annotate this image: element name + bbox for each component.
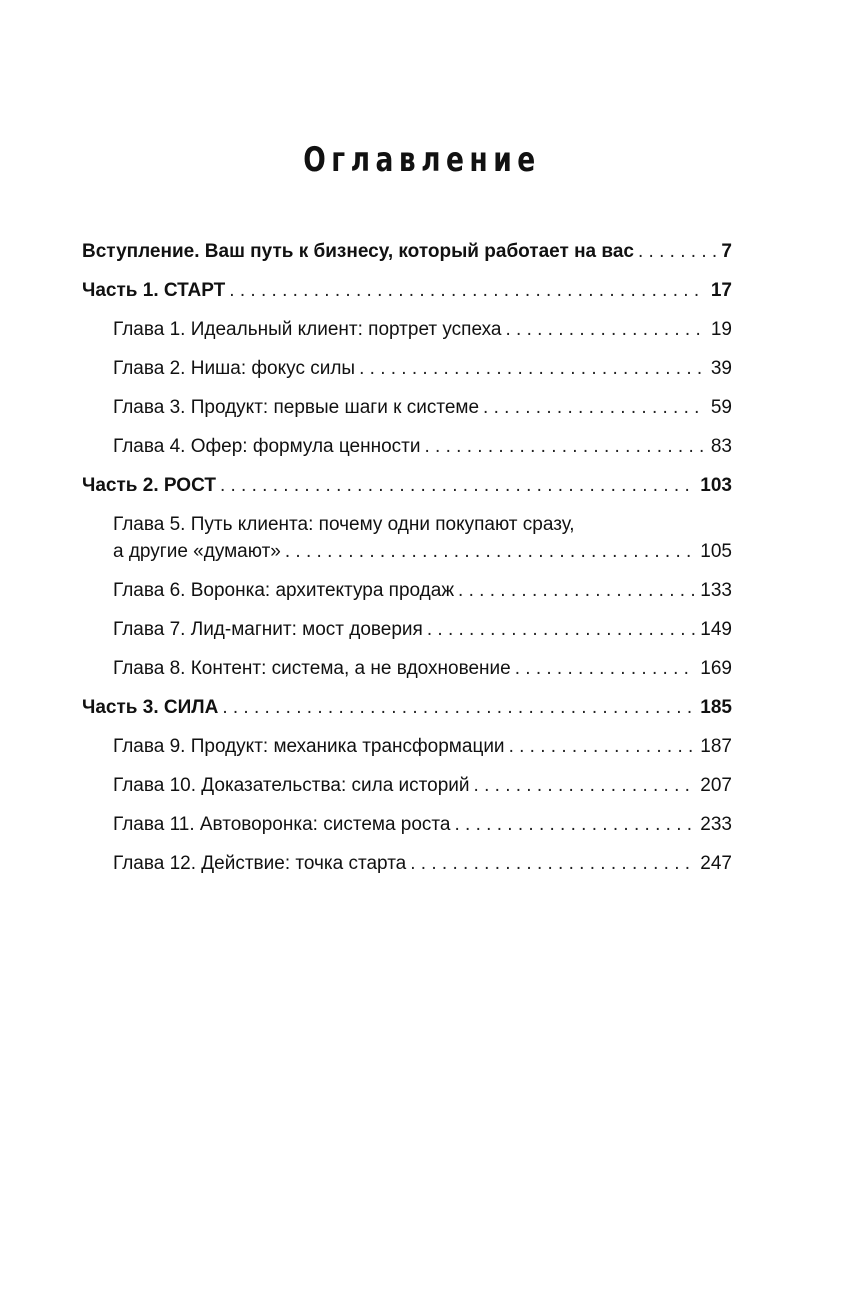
- entry-title: Часть 3. СИЛА: [82, 697, 219, 718]
- toc-entry-chapter-4: [82, 433, 732, 472]
- entry-title: Часть 1. СТАРТ: [82, 280, 226, 301]
- toc-entry-part-2: [82, 472, 732, 511]
- dot-leader: [474, 772, 696, 799]
- toc-entry-chapter-8: [82, 655, 732, 694]
- entry-title: Глава 4. Офер: формула ценности: [113, 436, 421, 457]
- dot-leader: [509, 733, 696, 760]
- page-number: 207: [700, 775, 732, 796]
- dot-leader: [222, 694, 695, 721]
- dot-leader: [285, 538, 695, 565]
- toc-entry-chapter-2: [82, 355, 732, 394]
- table-of-contents: [82, 238, 732, 889]
- entry-title: Глава 7. Лид-магнит: мост доверия: [113, 619, 423, 640]
- dot-leader: [220, 472, 695, 499]
- page-number: 59: [710, 397, 732, 418]
- toc-entry-introduction: [82, 238, 732, 277]
- entry-title: Глава 11. Автоворонка: система роста: [113, 814, 451, 835]
- dot-leader: [505, 316, 705, 343]
- dot-leader: [483, 394, 706, 421]
- entry-title: Глава 2. Ниша: фокус силы: [113, 358, 356, 379]
- entry-title: Глава 6. Воронка: архитектура продаж: [113, 580, 455, 601]
- toc-entry-chapter-6: [82, 577, 732, 616]
- page-number: 7: [721, 241, 732, 262]
- dot-leader: [454, 811, 695, 838]
- page-number: 83: [710, 436, 732, 457]
- dot-leader: [427, 616, 695, 643]
- toc-entry-chapter-5: [82, 511, 732, 577]
- toc-entry-chapter-12: [82, 850, 732, 889]
- entry-title-line-1: Глава 5. Путь клиента: почему одни покупают сразу,: [113, 514, 575, 535]
- page-number: 247: [700, 853, 732, 874]
- toc-entry-chapter-1: [82, 316, 732, 355]
- toc-entry-part-1: [82, 277, 732, 316]
- page-number: 169: [700, 658, 732, 679]
- page-number: 19: [710, 319, 732, 340]
- page-number: 39: [710, 358, 732, 379]
- toc-entry-chapter-10: [82, 772, 732, 811]
- dot-leader: [458, 577, 695, 604]
- page-title: Оглавление: [303, 140, 541, 180]
- entry-title: Часть 2. РОСТ: [82, 475, 216, 496]
- page-number: 187: [700, 736, 732, 757]
- page-number: 185: [700, 697, 732, 718]
- dot-leader: [410, 850, 695, 877]
- entry-title: Вступление. Ваш путь к бизнесу, который работает на вас: [82, 241, 634, 262]
- entry-title: Глава 1. Идеальный клиент: портрет успеха: [113, 319, 502, 340]
- page-number: 149: [700, 619, 732, 640]
- toc-entry-chapter-11: [82, 811, 732, 850]
- entry-title: Глава 12. Действие: точка старта: [113, 853, 407, 874]
- toc-entry-chapter-3: [82, 394, 732, 433]
- dot-leader: [359, 355, 706, 382]
- entry-title: Глава 10. Доказательства: сила историй: [113, 775, 470, 796]
- entry-title: Глава 8. Контент: система, а не вдохновение: [113, 658, 511, 679]
- toc-entry-chapter-9: [82, 733, 732, 772]
- toc-entry-chapter-7: [82, 616, 732, 655]
- dot-leader: [229, 277, 706, 304]
- entry-title: Глава 9. Продукт: механика трансформации: [113, 736, 505, 757]
- dot-leader: [515, 655, 696, 682]
- toc-entry-part-3: [82, 694, 732, 733]
- page-number: 17: [710, 280, 732, 301]
- dot-leader: [425, 433, 706, 460]
- dot-leader: [638, 238, 716, 265]
- entry-title: Глава 3. Продукт: первые шаги к системе: [113, 397, 480, 418]
- page-number: 233: [700, 814, 732, 835]
- page-number: 103: [700, 475, 732, 496]
- page-number: 133: [700, 580, 732, 601]
- entry-title-line-2: а другие «думают»: [113, 541, 281, 562]
- page-number: 105: [700, 541, 732, 562]
